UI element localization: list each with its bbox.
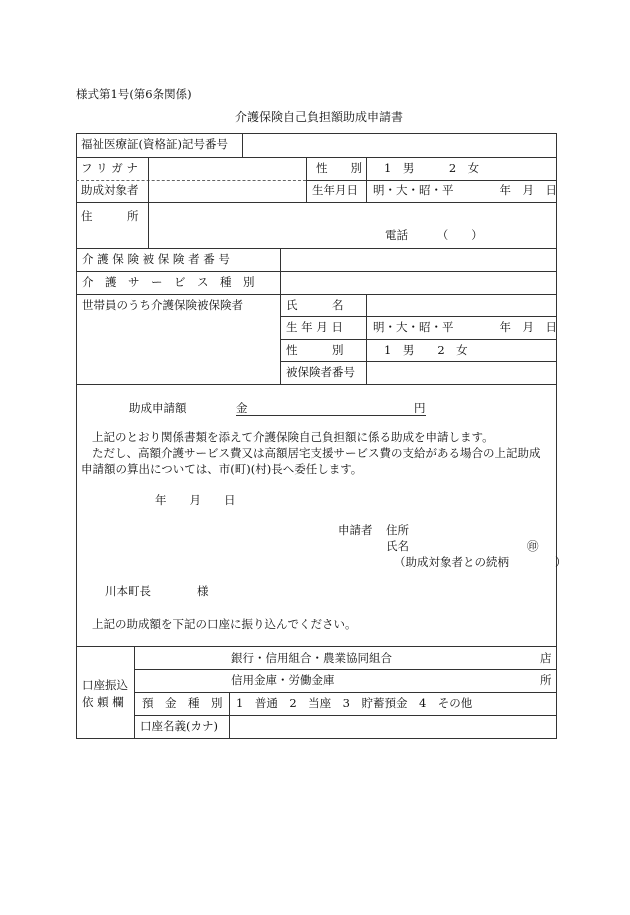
amount-suffix: 円 [414,401,426,415]
subject-name-field[interactable] [149,181,306,202]
amount-label: 助成申請額 [129,401,187,415]
address-field[interactable] [149,203,556,227]
hh-name-field[interactable] [367,295,556,316]
birthdate-label: 生年月日 [312,183,358,197]
hh-gender-value[interactable]: 1 男 2 女 [384,343,468,357]
rule [306,180,557,181]
service-type-field[interactable] [281,272,556,294]
bank-row1-suffix: 店 [540,651,552,665]
insured-number-field[interactable] [281,249,556,271]
amount-prefix: 金 [236,401,248,415]
body-text-line2: ただし、高額介護サービス費又は高額居宅支援サービス費の支給がある場合の上記助成 [92,446,541,460]
rule [134,692,557,693]
account-name-field[interactable] [230,716,556,738]
branch-name-field[interactable] [432,647,537,669]
bank-request-label-2: 依 頼 欄 [82,695,124,709]
hh-birthdate-value[interactable]: 明・大・昭・平 年 月 日 [373,320,557,334]
body-text-line1: 上記のとおり関係書類を添えて介護保険自己負担額に係る助成を申請します。 [92,430,494,444]
birthdate-value[interactable]: 明・大・昭・平 年 月 日 [373,183,557,197]
hh-gender-label: 性 別 [286,343,344,357]
rule [366,157,367,202]
bank-row2-suffix: 所 [540,673,552,687]
bank-row2: 信用金庫・労働金庫 [231,673,335,687]
hh-insured-number-label: 被保険者番号 [286,365,355,379]
deposit-type-options[interactable]: 1 普通 2 当座 3 貯蓄預金 4 その他 [236,696,473,710]
form-title: 介護保険自己負担額助成申請書 [235,110,404,124]
certificate-number-field[interactable] [243,134,556,157]
rule-dashed [134,669,557,670]
subject-label: 助成対象者 [81,183,139,197]
insured-number-label: 介 護 保 険 被 保 険 者 番 号 [82,252,230,266]
hh-birthdate-label: 生 年 月 日 [286,320,343,334]
applicant-address-label: 住所 [386,523,409,537]
applicant-name-label: 氏名 [386,539,409,553]
rule [280,316,557,317]
address-label: 住 所 [81,209,139,223]
bank-request-label-1: 口座振込 [82,678,128,692]
date-line: 年 月 日 [155,493,236,507]
applicant-label: 申請者 [338,523,373,537]
rule [306,157,307,202]
bank-name-field[interactable] [135,647,230,669]
amount-field[interactable] [236,401,426,416]
seal-mark: ㊞ [527,539,539,553]
deposit-type-label: 預 金 種 別 [142,696,223,710]
furigana-field[interactable] [149,158,306,180]
gender-options[interactable]: 1 男 2 女 [384,161,480,175]
hh-insured-number-field[interactable] [367,362,556,384]
account-name-label: 口座名義(カナ) [140,719,218,733]
mayor-line: 川本町長 様 [105,584,209,598]
furigana-label: フ リ ガ ナ [81,161,138,175]
relationship-line: （助成対象者との続柄 ） [394,555,567,569]
phone-label: 電話 （ ） [385,228,483,242]
rule [280,339,557,340]
body-text-line3: 申請額の算出については、市(町)(村)長へ委任します。 [81,462,363,476]
certificate-number-label: 福祉医療証(資格証)記号番号 [81,137,228,151]
bank-row1: 銀行・信用組合・農業協同組合 [231,651,392,665]
household-label: 世帯員のうち介護保険被保険者 [82,298,243,312]
hh-name-label: 氏 名 [286,298,344,312]
service-type-label: 介 護 サ ー ビ ス 種 別 [82,275,255,289]
rule [76,384,557,385]
transfer-line: 上記の助成額を下記の口座に振り込んでください。 [92,617,357,631]
form-number: 様式第1号(第6条関係) [76,87,192,101]
gender-label: 性 別 [316,161,362,175]
